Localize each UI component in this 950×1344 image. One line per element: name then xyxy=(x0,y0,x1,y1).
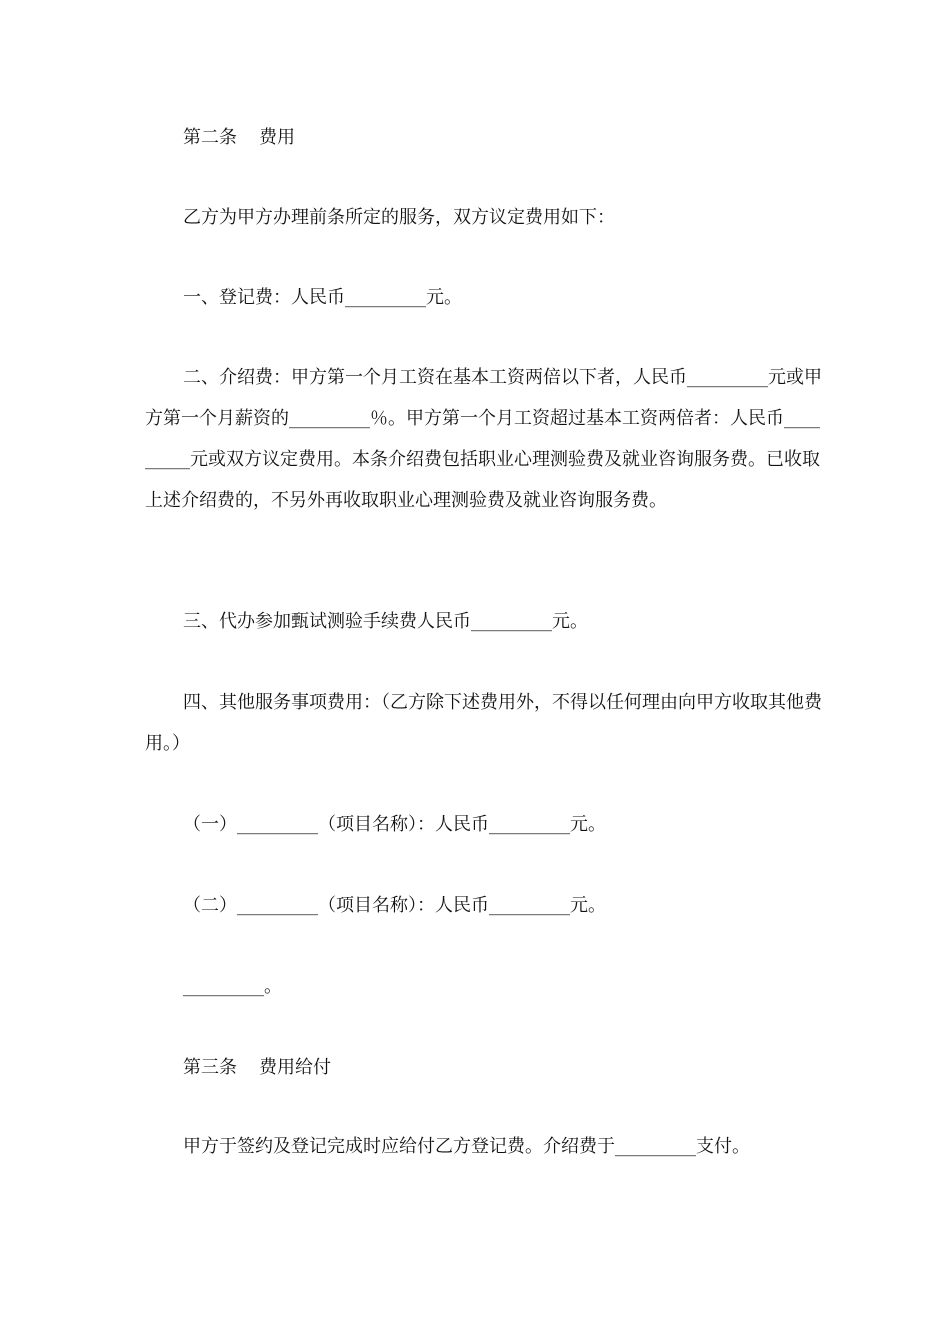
article-3-number: 第三条 xyxy=(183,1057,237,1078)
payment-paragraph: 甲方于签约及登记完成时应给付乙方登记费。介绍费于_________支付。 xyxy=(183,1136,750,1157)
article-2-title: 费用 xyxy=(259,127,295,148)
item-1-registration-fee: 一、登记费：人民币_________元。 xyxy=(183,287,462,308)
intro-paragraph: 乙方为甲方办理前条所定的服务，双方议定费用如下： xyxy=(183,207,615,228)
sub-item-2: （二）_________（项目名称）：人民币_________元。 xyxy=(183,895,606,916)
blank-line: _________。 xyxy=(183,976,282,997)
item-2-introduction-fee: 二、介绍费：甲方第一个月工资在基本工资两倍以下者，人民币_________元或甲方第一个月薪资的_________％。甲方第一个月工资超过基本工资两倍者：人民币_________元或双方议定费用。本条介绍费包括职业心理测验费及就业咨询服务费。已收取上述介绍费的，不另外再收取职业心理测验费及就业咨询服务费。 xyxy=(145,367,822,511)
item-3-test-fee: 三、代办参加甄试测验手续费人民币_________元。 xyxy=(183,611,588,632)
item-4-other-fees: 四、其他服务事项费用：（乙方除下述费用外，不得以任何理由向甲方收取其他费用。） xyxy=(145,692,822,754)
article-3-title: 费用给付 xyxy=(259,1057,331,1078)
sub-item-1: （一）_________（项目名称）：人民币_________元。 xyxy=(183,814,606,835)
article-3-heading xyxy=(183,1056,331,1080)
article-2-heading xyxy=(183,126,295,150)
article-2-number: 第二条 xyxy=(183,127,237,148)
